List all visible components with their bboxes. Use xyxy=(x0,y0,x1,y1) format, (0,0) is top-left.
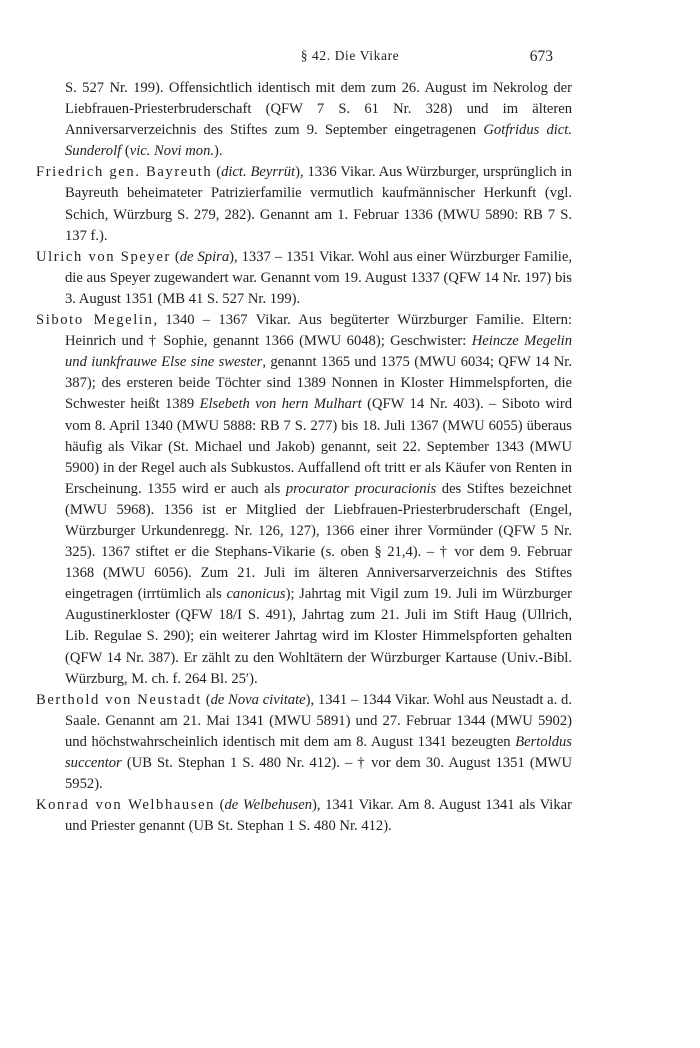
entry-lemma: Konrad von Welbhausen xyxy=(36,797,216,814)
entry-lemma: Siboto Megelin xyxy=(36,312,154,329)
running-title: § 42. Die Vikare xyxy=(300,48,400,63)
entry-text: ( xyxy=(170,248,180,265)
entry-text: (QFW 14 Nr. 403). – Siboto wird vom 8. April 1340 (MWU 5888: RB 7 S. 277) bis 18. Juli 1367 (MWU 6055) überaus häufig als Vikar (St. Michael und Jakob) genannt, seit 22. September 1343 (MWU 5900) in der Regel auch als Subkustos. Auffallend oft tritt er als Käufer von Renten in Erscheinung. 1355 wird er auch als xyxy=(65,396,572,497)
entry-lemma: Friedrich gen. Bayreuth xyxy=(36,164,213,181)
italic-quote: Gotfridus dict. Sunderolf xyxy=(65,122,572,160)
entry-text: ( xyxy=(201,691,211,708)
italic-quote: de Welbehusen xyxy=(224,797,313,814)
italic-quote: canonicus xyxy=(226,586,286,603)
italic-quote: dict. Beyrrüt xyxy=(221,164,296,181)
italic-quote: Heincze Megelin und iunkfrauwe Else sine swester xyxy=(65,333,572,371)
entry-text: ( xyxy=(212,164,222,181)
entry-text: des Stiftes bezeichnet (MWU 5968). 1356 ist er Mitglied der Liebfrauen-Priesterbruderschaft (Engel, Würzburger Urkundenregg. Nr. 126, 127), 1366 einer ihrer Vormünder (QFW 5 Nr. 325). 1367 stiftet er die Stephans-Vikarie (s. oben § 21,4). – † vor dem 9. Februar 1368 (MWU 6056). Zum 21. Juli im älteren Anniversarverzeichnis des Stiftes eingetragen (irrtümlich als xyxy=(65,480,572,603)
entry-text: ); Jahrtag mit Vigil zum 19. Juli im Würzburger Augustinerkloster (QFW 18/I S. 491), Jahrtag zum 21. Juli im Stift Haug (Ullrich, Lib. Regulae S. 290); ein weiterer Jahrtag wird im Kloster Himmelspforten gehalten (QFW 14 Nr. 387). Er zählt zu den Wohltätern der Würzburger Kartause (Univ.-Bibl. Würzburg, M. ch. f. 264 Bl. 25′). xyxy=(65,586,572,687)
entry-continuation xyxy=(36,78,572,162)
italic-quote: de Nova civitate xyxy=(210,691,306,708)
entry-friedrich-bayreuth xyxy=(36,162,572,246)
entry-text: ), 1341 – 1344 Vikar. Wohl aus Neustadt a. d. Saale. Genannt am 21. Mai 1341 (MWU 5891) und 27. Februar 1344 (MWU 5902) und höchstwahrscheinlich identisch mit dem am 8. August 1341 bezeugten xyxy=(65,691,572,750)
entry-lemma: Ulrich von Speyer xyxy=(36,248,171,265)
entry-text: (UB St. Stephan 1 S. 480 Nr. 412). – † vor dem 30. August 1351 (MWU 5952). xyxy=(65,755,572,793)
page-body xyxy=(36,78,572,837)
running-header xyxy=(0,48,700,70)
entry-text: , genannt 1365 und 1375 (MWU 6034; QFW 14 Nr. 387); des ersteren beide Töchter sind 1389 Nonnen in Kloster Himmelspforten, die Schwester heißt 1389 xyxy=(65,354,572,413)
page-number: 673 xyxy=(529,48,553,65)
entry-ulrich-speyer xyxy=(36,247,572,310)
italic-quote: vic. Novi mon. xyxy=(129,143,215,160)
entry-text: , 1340 – 1367 Vikar. Aus begüterter Würzburger Familie. Eltern: Heinrich und † Sophie, genannt 1366 (MWU 6048); Geschwister: xyxy=(65,312,572,350)
italic-quote: Elsebeth von hern Mulhart xyxy=(199,396,362,413)
entry-text: S. 527 Nr. 199). Offensichtlich identisch mit dem zum 26. August im Nekrolog der Liebfrauen-Priesterbruderschaft (QFW 7 S. 61 Nr. 328) und im älteren Anniversarverzeichnis des Stiftes zum 9. September eingetragenen xyxy=(65,80,572,139)
entry-text: ( xyxy=(215,797,225,814)
entry-konrad-welbhausen xyxy=(36,795,572,837)
entry-text: ), 1337 – 1351 Vikar. Wohl aus einer Würzburger Familie, die aus Speyer zugewandert war. Genannt vom 19. August 1337 (QFW 14 Nr. 197) bis 3. August 1351 (MB 41 S. 527 Nr. 199). xyxy=(65,248,572,307)
entry-berthold-neustadt xyxy=(36,690,572,795)
entry-text: ), 1336 Vikar. Aus Würzburger, ursprünglich in Bayreuth beheimateter Patrizierfamilie vermutlich kaufmännischer Herkunft (vgl. Schich, Würzburg S. 279, 282). Genannt am 1. Februar 1336 (MWU 5890: RB 7 S. 137 f.). xyxy=(65,164,572,244)
entry-text: ), 1341 Vikar. Am 8. August 1341 als Vikar und Priester genannt (UB St. Stephan 1 S. 480 Nr. 412). xyxy=(65,797,572,835)
entry-text: ). xyxy=(214,143,223,160)
italic-quote: Bertoldus succentor xyxy=(65,733,572,771)
italic-quote: de Spira xyxy=(179,248,230,265)
entry-lemma: Berthold von Neustadt xyxy=(36,691,202,708)
italic-quote: procurator procuracionis xyxy=(285,480,437,497)
entry-siboto-megelin xyxy=(36,310,572,690)
entry-text: ( xyxy=(121,143,130,160)
